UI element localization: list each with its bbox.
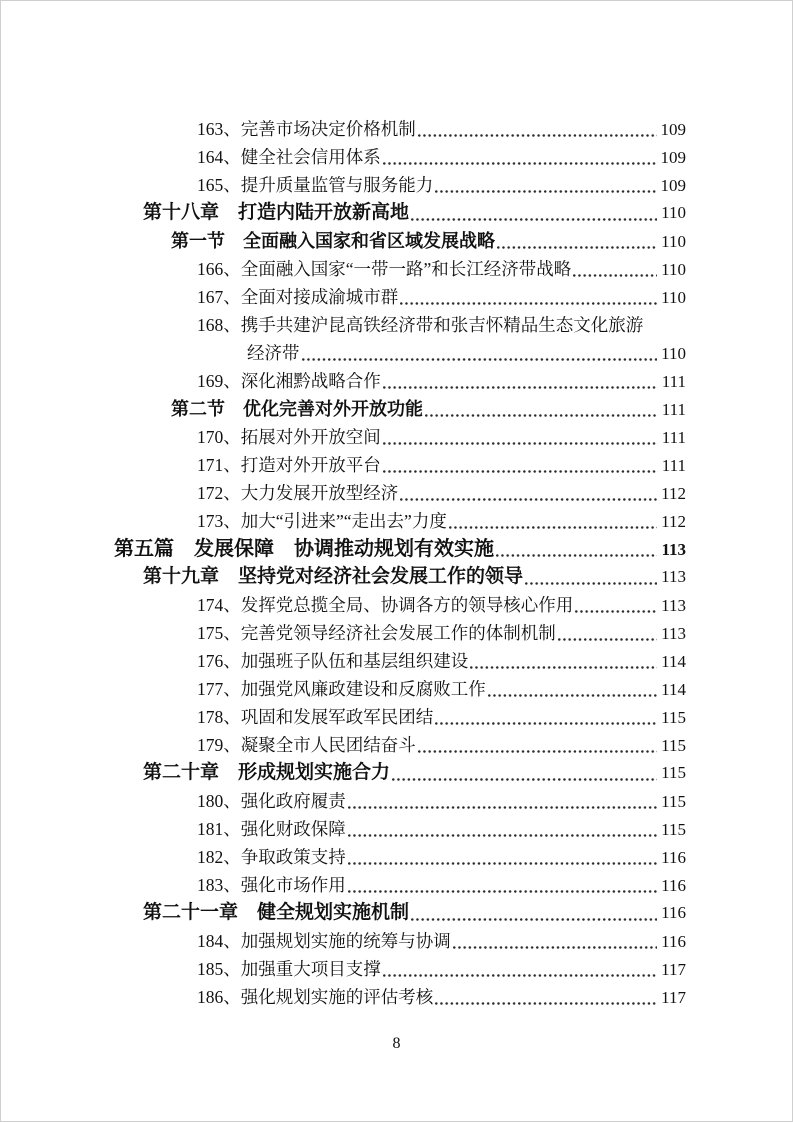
toc-entry-page: 113 bbox=[661, 540, 686, 559]
toc-entry bbox=[114, 339, 686, 367]
toc-entry-text: 176、加强班子队伍和基层组织建设 bbox=[197, 651, 469, 671]
toc-entry-text: 172、大力发展开放型经济 bbox=[197, 483, 399, 503]
dot-leader bbox=[525, 582, 657, 585]
toc-entry bbox=[114, 535, 686, 563]
dot-leader bbox=[453, 946, 657, 949]
toc-entry bbox=[114, 647, 686, 675]
toc-entry-text: 179、凝聚全市人民团结奋斗 bbox=[197, 735, 416, 755]
toc-entry-text: 166、全面融入国家“一带一路”和长江经济带战略 bbox=[197, 259, 572, 279]
toc-entry-page: 113 bbox=[661, 567, 686, 586]
toc-entry-page: 114 bbox=[661, 652, 686, 671]
toc-entry-page: 109 bbox=[660, 120, 686, 139]
toc-entry-page: 115 bbox=[661, 736, 686, 755]
dot-leader bbox=[400, 302, 657, 305]
toc-entry-text: 182、争取政策支持 bbox=[197, 847, 346, 867]
toc-entry bbox=[114, 899, 686, 927]
toc-entry bbox=[114, 927, 686, 955]
dot-leader bbox=[400, 498, 657, 501]
toc-entry bbox=[114, 591, 686, 619]
toc-entry-text: 170、拓展对外开放空间 bbox=[197, 427, 381, 447]
toc-entry-text: 171、打造对外开放平台 bbox=[197, 455, 381, 475]
toc-entry-text: 168、携手共建沪昆高铁经济带和张吉怀精品生态文化旅游 bbox=[197, 315, 644, 335]
toc-entry-text: 第十八章 打造内陆开放新高地 bbox=[143, 202, 410, 223]
toc-entry-page: 117 bbox=[661, 988, 686, 1007]
dot-leader bbox=[470, 666, 657, 669]
toc-entry-page: 114 bbox=[661, 680, 686, 699]
toc-entry-text: 173、加大“引进来”“走出去”力度 bbox=[197, 511, 447, 531]
toc-entry-page: 110 bbox=[661, 344, 686, 363]
toc-entry-text: 经济带 bbox=[247, 343, 300, 363]
toc-entry-text: 163、完善市场决定价格机制 bbox=[197, 119, 416, 139]
toc-entry bbox=[114, 843, 686, 871]
toc-entry bbox=[114, 143, 686, 171]
toc-entry-text: 第一节 全面融入国家和省区域发展战略 bbox=[171, 231, 495, 251]
toc-entry-page: 110 bbox=[661, 288, 686, 307]
toc-entry bbox=[114, 311, 686, 339]
toc-entry-text: 183、强化市场作用 bbox=[197, 875, 346, 895]
toc-entry-page: 115 bbox=[661, 820, 686, 839]
toc-entry-page: 116 bbox=[661, 903, 686, 922]
toc-entry-page: 109 bbox=[660, 176, 686, 195]
dot-leader bbox=[302, 358, 658, 361]
toc-entry-text: 175、完善党领导经济社会发展工作的体制机制 bbox=[197, 623, 556, 643]
dot-leader bbox=[558, 638, 657, 641]
toc-entry-text: 165、提升质量监管与服务能力 bbox=[197, 175, 434, 195]
toc-entry bbox=[114, 227, 686, 255]
toc-entry-text: 第二十章 形成规划实施合力 bbox=[143, 762, 391, 783]
toc-entry bbox=[114, 115, 686, 143]
toc-entry-page: 109 bbox=[660, 148, 686, 167]
toc-entry-text: 177、加强党风廉政建设和反腐败工作 bbox=[197, 679, 486, 699]
toc-entry bbox=[114, 675, 686, 703]
dot-leader bbox=[496, 554, 657, 557]
toc-entry-page: 115 bbox=[661, 792, 686, 811]
toc-entry-page: 112 bbox=[661, 512, 686, 531]
toc-entry-page: 115 bbox=[661, 763, 686, 782]
toc-entry-text: 169、深化湘黔战略合作 bbox=[197, 371, 381, 391]
toc-entry-page: 117 bbox=[661, 960, 686, 979]
toc bbox=[114, 115, 686, 1011]
dot-leader bbox=[497, 246, 657, 249]
toc-entry-text: 167、全面对接成渝城市群 bbox=[197, 287, 399, 307]
toc-entry-page: 116 bbox=[661, 876, 686, 895]
dot-leader bbox=[425, 414, 658, 417]
dot-leader bbox=[435, 722, 657, 725]
toc-entry-text: 184、加强规划实施的统筹与协调 bbox=[197, 931, 451, 951]
toc-entry-page: 110 bbox=[661, 232, 686, 251]
toc-entry-text: 第二十一章 健全规划实施机制 bbox=[143, 902, 410, 923]
dot-leader bbox=[348, 890, 657, 893]
toc-entry bbox=[114, 703, 686, 731]
toc-entry-text: 164、健全社会信用体系 bbox=[197, 147, 381, 167]
dot-leader bbox=[488, 694, 657, 697]
toc-entry bbox=[114, 787, 686, 815]
toc-entry-text: 第二节 优化完善对外开放功能 bbox=[171, 399, 423, 419]
dot-leader bbox=[348, 806, 657, 809]
toc-entry bbox=[114, 283, 686, 311]
toc-entry-page: 111 bbox=[661, 372, 686, 391]
dot-leader bbox=[392, 778, 657, 781]
toc-entry bbox=[114, 563, 686, 591]
dot-leader bbox=[383, 162, 657, 165]
toc-entry bbox=[114, 367, 686, 395]
toc-entry-text: 186、强化规划实施的评估考核 bbox=[197, 987, 434, 1007]
toc-entry-page: 110 bbox=[661, 260, 686, 279]
dot-leader bbox=[383, 470, 658, 473]
dot-leader bbox=[573, 274, 657, 277]
toc-entry bbox=[114, 479, 686, 507]
dot-leader bbox=[348, 862, 657, 865]
toc-entry-page: 110 bbox=[661, 203, 686, 222]
toc-entry bbox=[114, 955, 686, 983]
toc-entry-text: 181、强化财政保障 bbox=[197, 819, 346, 839]
dot-leader bbox=[575, 610, 657, 613]
toc-entry-page: 113 bbox=[661, 624, 686, 643]
page-number: 8 bbox=[392, 1035, 401, 1052]
toc-entry bbox=[114, 983, 686, 1011]
dot-leader bbox=[418, 134, 657, 137]
toc-entry bbox=[114, 871, 686, 899]
dot-leader bbox=[418, 750, 657, 753]
toc-entry-text: 174、发挥党总揽全局、协调各方的领导核心作用 bbox=[197, 595, 574, 615]
toc-entry bbox=[114, 619, 686, 647]
toc-entry bbox=[114, 423, 686, 451]
toc-entry bbox=[114, 171, 686, 199]
toc-entry-text: 185、加强重大项目支撑 bbox=[197, 959, 381, 979]
dot-leader bbox=[435, 190, 656, 193]
toc-entry bbox=[114, 815, 686, 843]
toc-entry bbox=[114, 395, 686, 423]
toc-entry-page: 115 bbox=[661, 708, 686, 727]
toc-entry bbox=[114, 507, 686, 535]
toc-entry-text: 178、巩固和发展军政军民团结 bbox=[197, 707, 434, 727]
dot-leader bbox=[449, 526, 657, 529]
dot-leader bbox=[383, 974, 657, 977]
toc-entry bbox=[114, 759, 686, 787]
toc-entry-page: 113 bbox=[661, 596, 686, 615]
toc-entry-text: 180、强化政府履责 bbox=[197, 791, 346, 811]
toc-entry-text: 第十九章 坚持党对经济社会发展工作的领导 bbox=[143, 566, 524, 587]
toc-entry-text: 第五篇 发展保障 协调推动规划有效实施 bbox=[114, 538, 494, 560]
dot-leader bbox=[411, 918, 657, 921]
dot-leader bbox=[411, 218, 657, 221]
toc-entry-page: 111 bbox=[661, 428, 686, 447]
toc-entry-page: 111 bbox=[661, 400, 686, 419]
toc-entry-page: 116 bbox=[661, 848, 686, 867]
dot-leader bbox=[383, 386, 658, 389]
toc-entry-page: 112 bbox=[661, 484, 686, 503]
toc-entry bbox=[114, 199, 686, 227]
toc-entry-page: 111 bbox=[661, 456, 686, 475]
toc-entry bbox=[114, 731, 686, 759]
dot-leader bbox=[383, 442, 658, 445]
toc-entry-page: 116 bbox=[661, 932, 686, 951]
dot-leader bbox=[348, 834, 657, 837]
dot-leader bbox=[435, 1002, 657, 1005]
toc-entry bbox=[114, 451, 686, 479]
toc-entry bbox=[114, 255, 686, 283]
